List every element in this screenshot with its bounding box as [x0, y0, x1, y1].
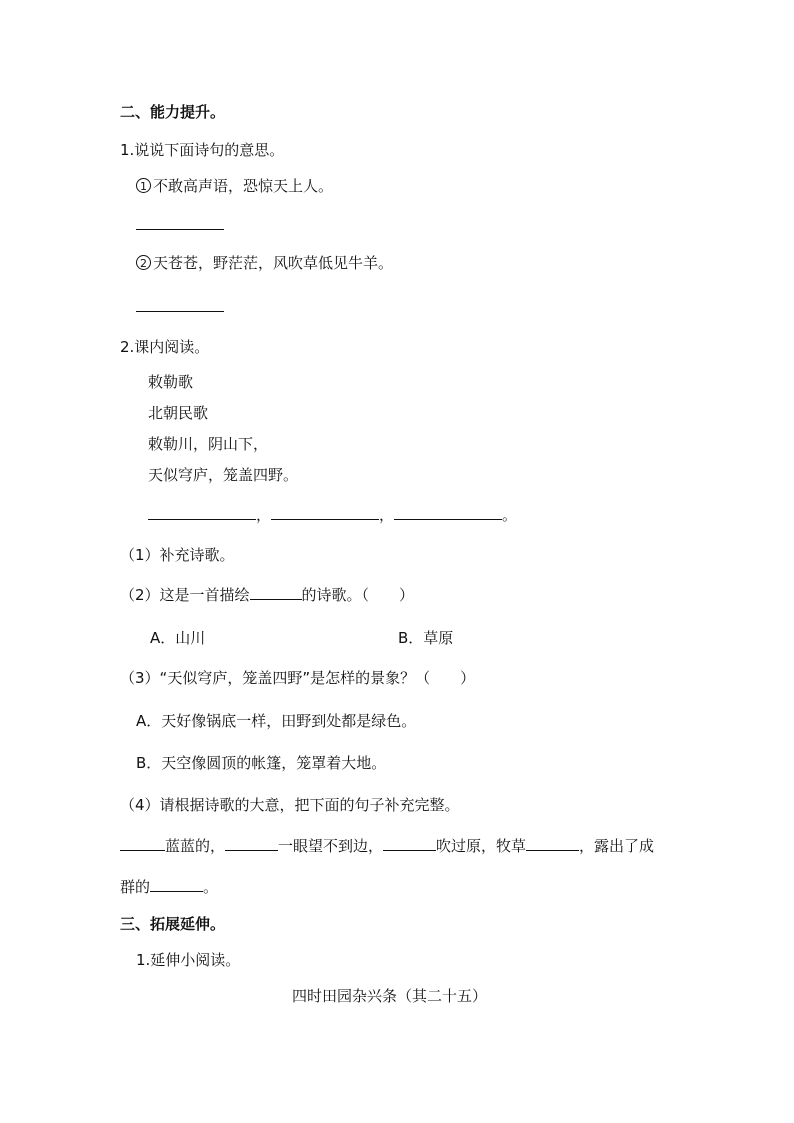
- fill-text-6: 。: [203, 878, 219, 896]
- circled-number-1: 1: [136, 178, 151, 193]
- fill-text-4: ，露出了成: [579, 837, 655, 855]
- poem-line-2: 天似穹庐，笼盖四野。: [148, 466, 299, 484]
- section-2-heading: 二、能力提升。: [120, 103, 226, 121]
- question-1-item-1-text: 不敢高声语，恐惊天上人。: [153, 177, 334, 195]
- sub-question-2-blank[interactable]: [250, 585, 302, 600]
- poem-blank-1[interactable]: [148, 505, 256, 520]
- fill-blank-3[interactable]: [383, 836, 436, 851]
- section-3-poem-title: 四时田园杂兴条（其二十五）: [292, 987, 488, 1005]
- fill-blank-5[interactable]: [150, 877, 203, 892]
- poem-author: 北朝民歌: [148, 404, 209, 422]
- poem-comma-1: ，: [256, 506, 272, 524]
- poem-comma-2: ，: [379, 506, 395, 524]
- question-2-prompt: 2.课内阅读。: [120, 338, 210, 356]
- sub-question-2-option-a[interactable]: A．山川: [150, 629, 206, 647]
- question-1-item-2: [136, 253, 393, 273]
- fill-text-5: 群的: [120, 878, 151, 896]
- section-3-heading: 三、拓展延伸。: [120, 915, 226, 933]
- section-3-question-1-prompt: 1.延伸小阅读。: [136, 951, 241, 969]
- sub-question-4-line-1: [120, 836, 654, 856]
- poem-fill-line: [148, 505, 517, 525]
- fill-blank-4[interactable]: [526, 836, 579, 851]
- sub-question-3-option-b[interactable]: B．天空像圆顶的帐篷，笼罩着大地。: [136, 754, 387, 772]
- poem-blank-2[interactable]: [271, 505, 379, 520]
- fill-text-3: 吹过原，牧草: [436, 837, 527, 855]
- sub-question-2-after: 的诗歌。（ ）: [301, 586, 415, 604]
- sub-question-2: [120, 585, 414, 605]
- sub-question-3-option-a[interactable]: A．天好像锅底一样，田野到处都是绿色。: [136, 712, 417, 730]
- poem-title: 敕勒歌: [148, 373, 194, 391]
- answer-line-1[interactable]: [136, 229, 224, 230]
- sub-question-4: （4）请根据诗歌的大意，把下面的句子补充完整。: [120, 796, 460, 814]
- question-1-item-2-text: 天苍苍，野茫茫，风吹草低见牛羊。: [153, 254, 394, 272]
- poem-period: 。: [502, 506, 518, 524]
- answer-line-2[interactable]: [136, 311, 224, 312]
- sub-question-1: （1）补充诗歌。: [120, 546, 235, 564]
- sub-question-2-before: （2）这是一首描绘: [120, 586, 250, 604]
- fill-blank-1[interactable]: [120, 836, 165, 851]
- fill-text-1: 蓝蓝的，: [165, 837, 226, 855]
- sub-question-2-option-b[interactable]: B．草原: [398, 629, 454, 647]
- question-1-prompt: 1.说说下面诗句的意思。: [120, 141, 285, 159]
- sub-question-4-line-2: [120, 877, 218, 897]
- circled-number-2: 2: [136, 255, 151, 270]
- sub-question-3: （3）“天似穹庐，笼盖四野”是怎样的景象？（ ）: [120, 669, 476, 687]
- poem-blank-3[interactable]: [394, 505, 502, 520]
- fill-blank-2[interactable]: [225, 836, 278, 851]
- poem-line-1: 敕勒川，阴山下，: [148, 435, 269, 453]
- question-1-item-1: [136, 176, 333, 196]
- fill-text-2: 一眼望不到边，: [278, 837, 384, 855]
